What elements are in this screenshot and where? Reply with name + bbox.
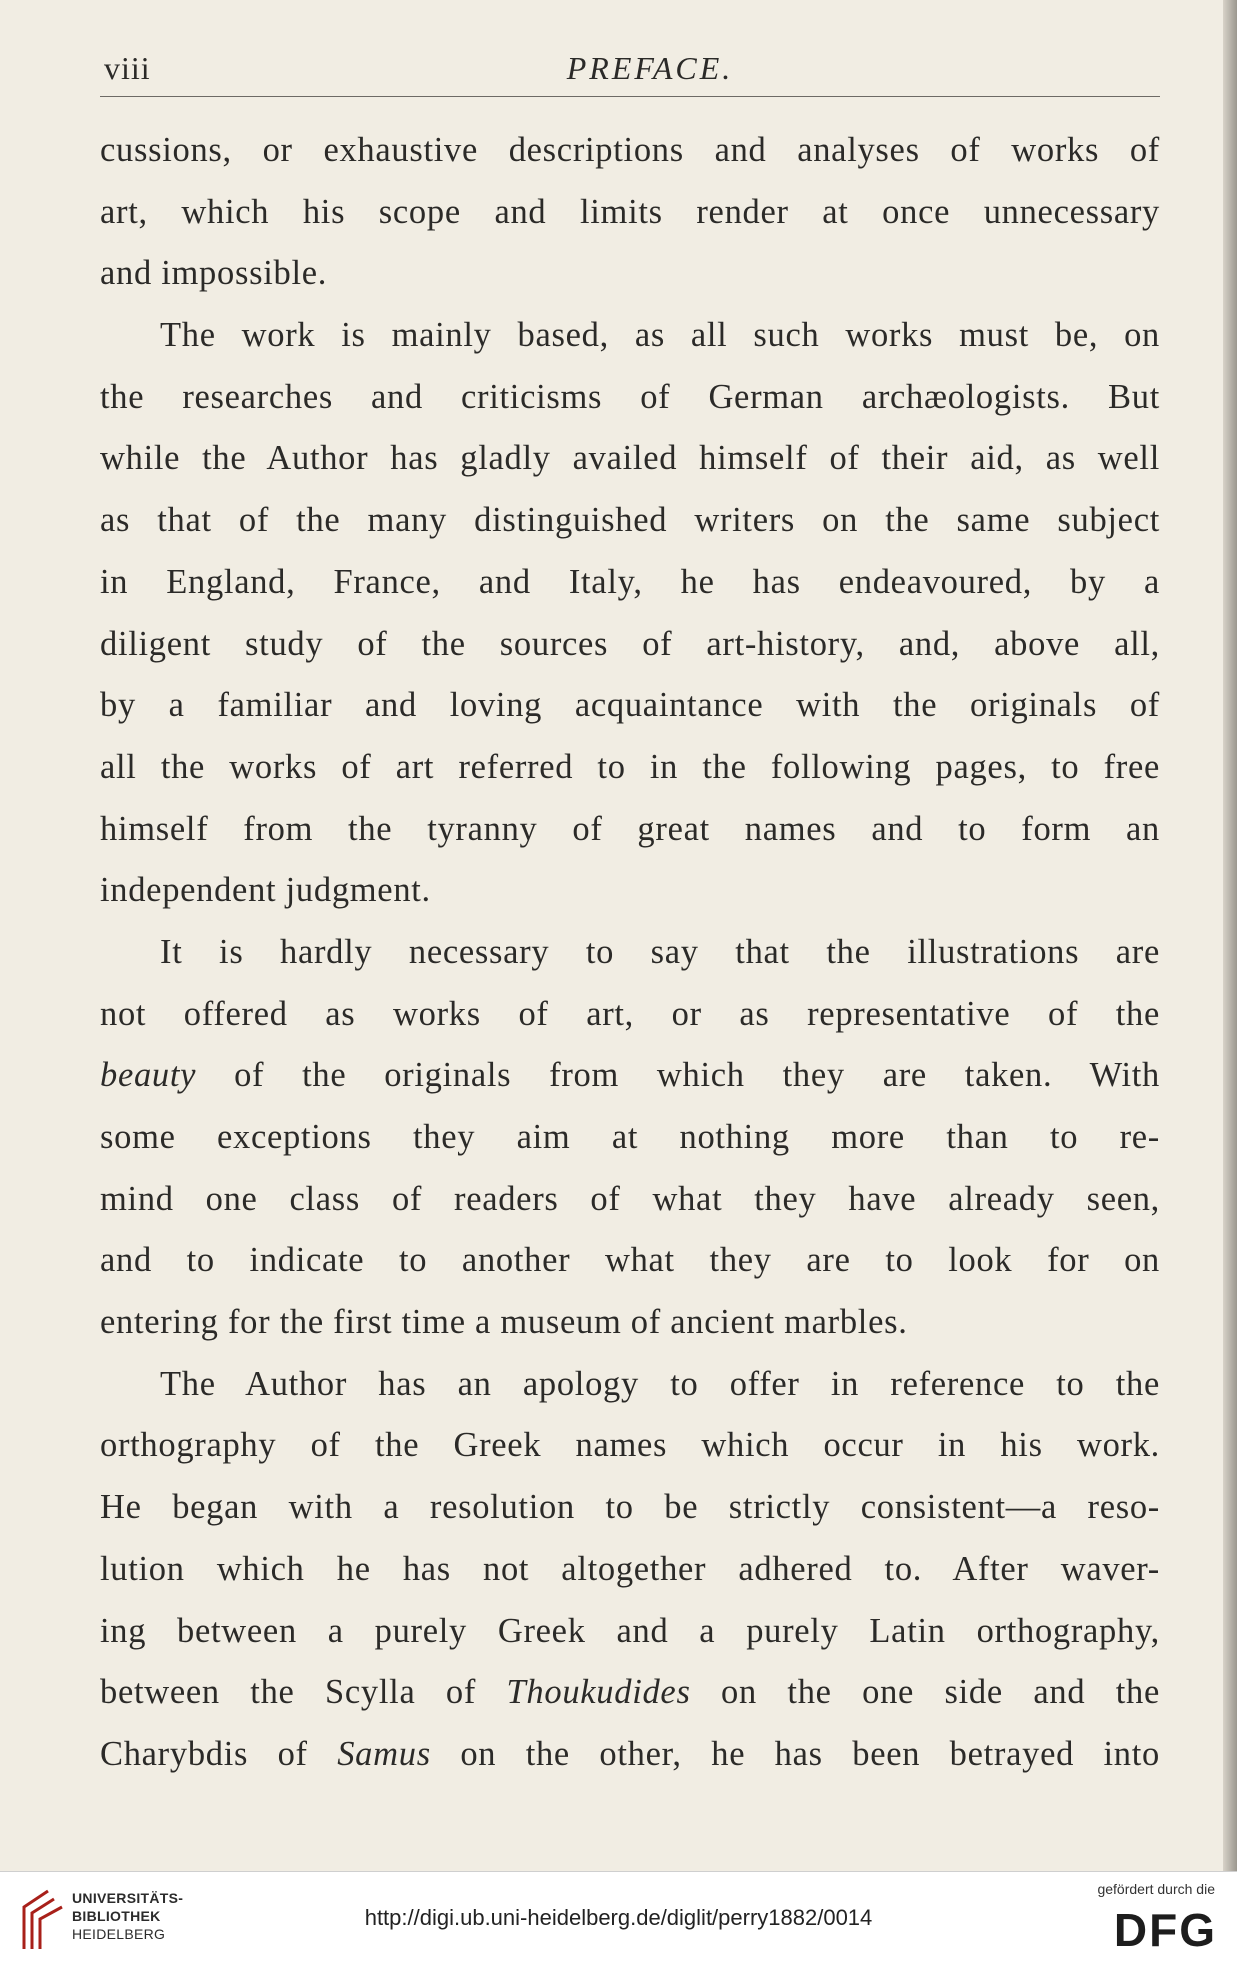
text-line: and to indicate to another what they are to look for on: [100, 1241, 1160, 1280]
text-line: in England, France, and Italy, he has endeavoured, by a: [100, 562, 1160, 601]
text-line: He began with a resolution to be strictly consistent—a reso-: [100, 1488, 1160, 1527]
text-line: by a familiar and loving acquaintance with the originals of: [100, 686, 1160, 725]
running-head: PREFACE.: [566, 50, 734, 86]
text-line: orthography of the Greek names which occur in his work.: [100, 1426, 1160, 1465]
body-text: [100, 120, 1160, 1786]
library-name: UNIVERSITÄTS- BIBLIOTHEK HEIDELBERG: [72, 1890, 184, 1942]
text-line: while the Author has gladly availed himself of their aid, as well: [100, 439, 1160, 478]
text-line: diligent study of the sources of art-history, and, above all,: [100, 624, 1160, 663]
text-line: not offered as works of art, or as representative of the: [100, 994, 1160, 1033]
text-line: all the works of art referred to in the following pages, to free: [100, 747, 1160, 786]
text-line: lution which he has not altogether adhered to. After waver-: [100, 1549, 1160, 1588]
text-line: beauty of the originals from which they are taken. With: [100, 1056, 1160, 1095]
text-line: between the Scylla of Thoukudides on the one side and the: [100, 1673, 1160, 1712]
dfg-logo: DFG: [1113, 1904, 1217, 1956]
footer-divider: [0, 1871, 1237, 1872]
text-line: as that of the many distinguished writers on the same subject: [100, 501, 1160, 540]
text-line: some exceptions they aim at nothing more than to re-: [100, 1118, 1160, 1156]
italic-word: beauty: [100, 1056, 197, 1095]
funder-text: gefördert durch die: [1097, 1881, 1215, 1897]
document-url-link[interactable]: http://digi.ub.uni-heidelberg.de/diglit/perry1882/0014: [364, 1905, 873, 1930]
text-line: the researches and criticisms of German archæologists. But: [100, 377, 1160, 416]
text-line: It is hardly necessary to say that the illustrations are: [160, 932, 1160, 971]
italic-word: Thoukudides: [506, 1673, 691, 1712]
text-line: The work is mainly based, as all such works must be, on: [160, 316, 1160, 355]
text-line: Charybdis of Samus on the other, he has been betrayed into: [100, 1734, 1160, 1773]
text-line: cussions, or exhaustive descriptions and analyses of works of: [100, 131, 1160, 169]
text-line: himself from the tyranny of great names and to form an: [100, 809, 1160, 848]
italic-word: Samus: [337, 1734, 431, 1773]
page-header: [100, 50, 1160, 97]
text-line: entering for the first time a museum of ancient marbles.: [100, 1303, 908, 1342]
text-line: mind one class of readers of what they have already seen,: [100, 1179, 1160, 1218]
text-line: art, which his scope and limits render at once unnecessary: [100, 192, 1160, 231]
page-number: viii: [104, 50, 151, 86]
text-line: and impossible.: [100, 254, 328, 293]
text-line: ing between a purely Greek and a purely Latin orthography,: [100, 1611, 1160, 1650]
viewer-footer: [0, 1871, 1237, 1971]
page-edge-shadow: [1223, 0, 1237, 1871]
text-line: independent judgment.: [100, 871, 431, 910]
text-line: The Author has an apology to offer in reference to the: [160, 1364, 1160, 1403]
